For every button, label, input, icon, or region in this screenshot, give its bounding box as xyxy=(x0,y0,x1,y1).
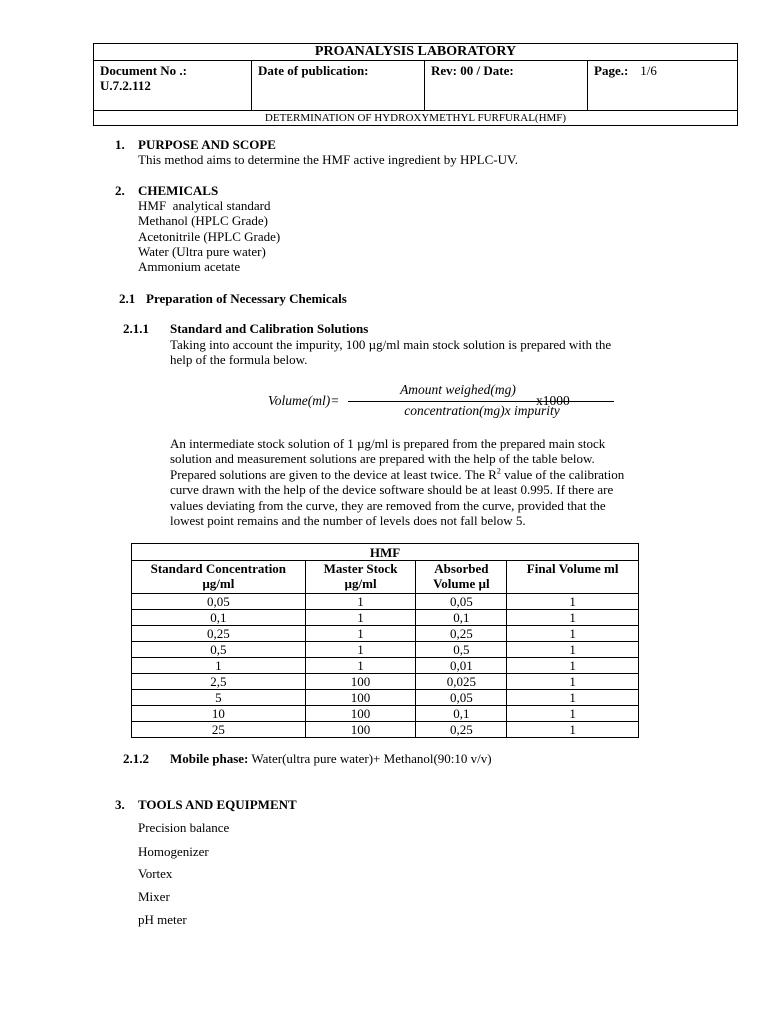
table-cell: 5 xyxy=(132,690,306,706)
chemical-item: HMF analytical standard xyxy=(138,198,271,213)
table-cell: 10 xyxy=(132,706,306,722)
paragraph-line: values deviating from the curve, they are removed from the curve, provided that the xyxy=(170,498,606,513)
table-cell: 1 xyxy=(507,594,639,610)
table-row xyxy=(132,610,639,626)
column-header: Standard Concentration µg/ml xyxy=(132,561,306,594)
lab-name: PROANALYSIS LABORATORY xyxy=(94,44,738,61)
table-cell: 0,1 xyxy=(132,610,306,626)
table-cell: 100 xyxy=(305,674,416,690)
table-row xyxy=(132,642,639,658)
page-value: 1/6 xyxy=(640,63,657,78)
equipment-item: Precision balance xyxy=(138,820,230,835)
table-cell: 0,01 xyxy=(416,658,507,674)
superscript: 2 xyxy=(496,466,501,476)
mobile-phase-text: Water(ultra pure water)+ Methanol(90:10 v/v) xyxy=(248,751,492,766)
mobile-phase-line xyxy=(170,751,492,766)
chemical-item: Water (Ultra pure water) xyxy=(138,244,266,259)
date-label: Date of publication: xyxy=(258,63,369,78)
column-header: Master Stock µg/ml xyxy=(305,561,416,594)
hmf-calibration-table xyxy=(131,543,639,738)
document-no-value: U.7.2.112 xyxy=(100,78,151,93)
table-cell: 1 xyxy=(507,642,639,658)
chemical-item: Methanol (HPLC Grade) xyxy=(138,213,268,228)
table-cell: 0,5 xyxy=(416,642,507,658)
paragraph-line: Taking into account the impurity, 100 µg/ml main stock solution is prepared with the xyxy=(170,337,612,352)
table-cell: 1 xyxy=(305,610,416,626)
document-title: DETERMINATION OF HYDROXYMETHYL FURFURAL(HMF) xyxy=(94,111,738,126)
section-1-heading: PURPOSE AND SCOPE xyxy=(138,137,276,152)
table-cell: 0,5 xyxy=(132,642,306,658)
table-cell: 0,1 xyxy=(416,610,507,626)
paragraph-line xyxy=(170,467,624,482)
table-cell: 1 xyxy=(305,626,416,642)
table-cell: 25 xyxy=(132,722,306,738)
table-row xyxy=(132,594,639,610)
table-row xyxy=(132,626,639,642)
table-cell: 1 xyxy=(507,690,639,706)
section-2-number: 2. xyxy=(115,183,125,198)
section-2-1-1-number: 2.1.1 xyxy=(123,321,149,336)
chemical-item: Ammonium acetate xyxy=(138,259,241,274)
paragraph-line: solution and measurement solutions are prepared with the help of the table below. xyxy=(170,451,595,466)
table-title: HMF xyxy=(132,544,639,561)
formula-lhs: Volume(ml)= xyxy=(268,393,340,408)
table-cell: 1 xyxy=(132,658,306,674)
table-row xyxy=(132,658,639,674)
equipment-item: Vortex xyxy=(138,866,173,881)
table-cell: 1 xyxy=(507,658,639,674)
volume-formula xyxy=(268,382,588,424)
table-cell: 0,05 xyxy=(416,594,507,610)
table-cell: 0,05 xyxy=(416,690,507,706)
table-cell: 0,05 xyxy=(132,594,306,610)
mobile-phase-label: Mobile phase: xyxy=(170,751,249,766)
formula-numerator: Amount weighed(mg) xyxy=(400,382,516,397)
table-cell: 1 xyxy=(507,722,639,738)
paragraph-line: An intermediate stock solution of 1 µg/ml is prepared from the prepared main stock xyxy=(170,436,606,451)
table-row xyxy=(132,706,639,722)
column-header: Final Volume ml xyxy=(507,561,639,594)
section-3-number: 3. xyxy=(115,797,125,812)
table-cell: 1 xyxy=(305,594,416,610)
table-cell: 1 xyxy=(507,674,639,690)
table-cell: 0,025 xyxy=(416,674,507,690)
table-row xyxy=(132,690,639,706)
page-cell xyxy=(588,61,738,111)
chemical-item: Acetonitrile (HPLC Grade) xyxy=(138,229,281,244)
table-cell: 100 xyxy=(305,706,416,722)
table-cell: 1 xyxy=(507,706,639,722)
table-cell: 1 xyxy=(305,642,416,658)
section-1-text: This method aims to determine the HMF active ingredient by HPLC-UV. xyxy=(138,152,518,167)
paragraph-line: curve drawn with the help of the device software should be at least 0.995. If there are xyxy=(170,482,614,497)
formula-multiplier: x1000 xyxy=(536,393,570,408)
table-cell: 0,25 xyxy=(416,626,507,642)
section-2-1-number: 2.1 xyxy=(119,291,136,306)
table-cell: 0,25 xyxy=(416,722,507,738)
table-cell: 1 xyxy=(507,610,639,626)
section-2-1-2-number: 2.1.2 xyxy=(123,751,149,766)
document-no-cell xyxy=(94,61,252,111)
section-3-heading: TOOLS AND EQUIPMENT xyxy=(138,797,297,812)
equipment-item: Homogenizer xyxy=(138,844,209,859)
r-squared-tail: value of the calibration xyxy=(500,467,625,482)
r-squared-text: Prepared solutions are given to the device at least twice. The R xyxy=(170,467,497,482)
table-row xyxy=(132,674,639,690)
date-of-publication-cell xyxy=(252,61,425,111)
column-header: Absorbed Volume µl xyxy=(416,561,507,594)
table-body xyxy=(132,594,639,738)
paragraph-line: lowest point remains and the number of levels does not fall below 5. xyxy=(170,513,526,528)
fraction-bar xyxy=(348,401,614,402)
document-header xyxy=(93,43,738,126)
formula-denominator: concentration(mg)x impurity xyxy=(404,403,560,418)
table-cell: 0,1 xyxy=(416,706,507,722)
table-row xyxy=(132,722,639,738)
document-no-label: Document No .: xyxy=(100,63,188,78)
section-2-1-1-heading: Standard and Calibration Solutions xyxy=(170,321,369,336)
equipment-item: Mixer xyxy=(138,889,170,904)
table-cell: 0,25 xyxy=(132,626,306,642)
paragraph-line: help of the formula below. xyxy=(170,352,308,367)
section-2-1-heading: Preparation of Necessary Chemicals xyxy=(146,291,347,306)
table-cell: 100 xyxy=(305,722,416,738)
table-cell: 1 xyxy=(305,658,416,674)
table-cell: 100 xyxy=(305,690,416,706)
table-cell: 2,5 xyxy=(132,674,306,690)
table-cell: 1 xyxy=(507,626,639,642)
equipment-item: pH meter xyxy=(138,912,187,927)
revision-cell xyxy=(425,61,588,111)
rev-label: Rev: 00 / Date: xyxy=(431,63,514,78)
section-2-heading: CHEMICALS xyxy=(138,183,219,198)
page-label: Page.: xyxy=(594,63,629,78)
section-1-number: 1. xyxy=(115,137,125,152)
